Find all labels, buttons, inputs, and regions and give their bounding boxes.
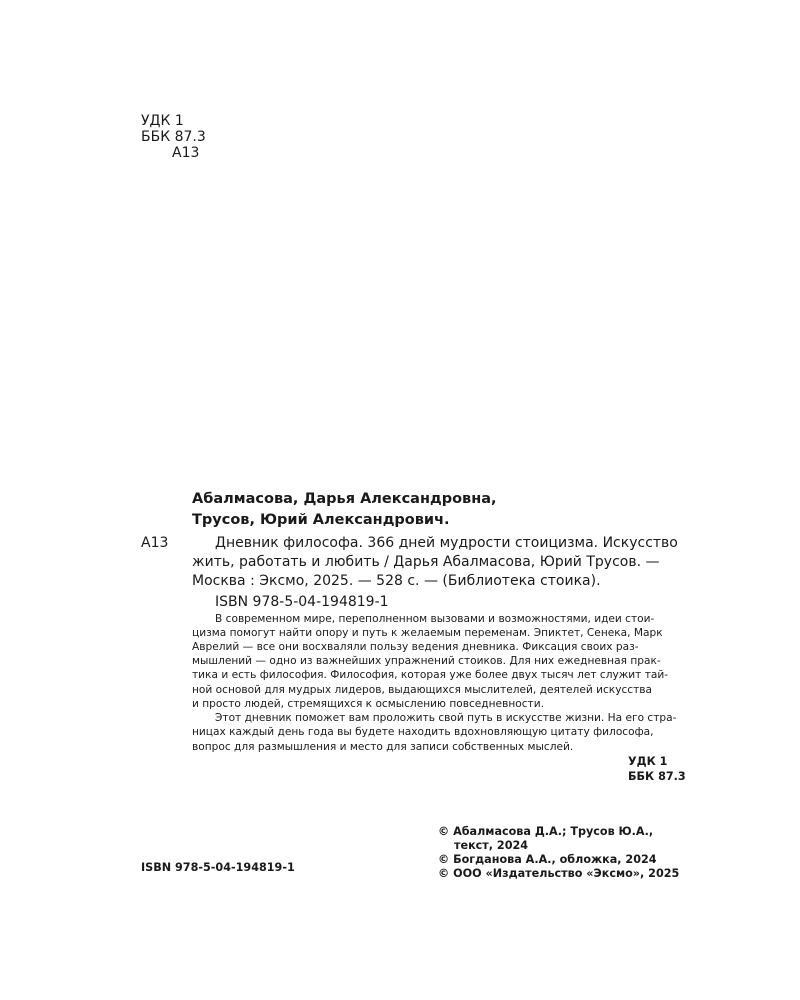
annotation-line: тика и есть философия. Философия, которая уже более двух тысяч лет служит тай- <box>192 669 669 681</box>
annotation-line: вопрос для размышления и место для записи собственных мыслей. <box>192 741 574 753</box>
top-bbk: ББК 87.3 <box>141 129 206 145</box>
annotation-udk: УДК 1 <box>628 755 668 768</box>
annotation-line: ницах каждый день года вы будете находить вдохновляющую цитату философа, <box>192 726 654 738</box>
copyright-line: © ООО «Издательство «Эксмо», 2025 <box>438 867 680 880</box>
title-line-1: Дневник философа. 366 дней мудрости стоицизма. Искусство <box>215 535 678 551</box>
annotation-line: Этот дневник поможет вам проложить свой путь в искусстве жизни. На его стра- <box>215 712 677 724</box>
copyright-line: © Богданова А.А., обложка, 2024 <box>438 853 657 866</box>
top-udk: УДК 1 <box>141 113 184 129</box>
annotation-line: ной основой для мудрых лидеров, выдающихся мыслителей, деятелей искусства <box>192 684 653 696</box>
entry-code: А13 <box>141 535 169 551</box>
annotation-line: мышлений — одно из важнейших упражнений стоиков. Для них ежедневная прак- <box>192 655 661 667</box>
annotation-bbk: ББК 87.3 <box>628 770 686 783</box>
copyright-line: © Абалмасова Д.А.; Трусов Ю.А., <box>438 825 654 838</box>
annotation-line: В современном мире, переполненном вызовами и возможностями, идеи стои- <box>215 613 655 625</box>
bottom-isbn: ISBN 978-5-04-194819-1 <box>141 861 295 874</box>
entry-isbn: ISBN 978-5-04-194819-1 <box>215 594 389 610</box>
annotation-line: и просто людей, стремящихся к осмыслению повседневности. <box>192 698 544 710</box>
author-line-1: Абалмасова, Дарья Александровна, <box>192 491 497 507</box>
title-line-3: Москва : Эксмо, 2025. — 528 с. — (Библиотека стоика). <box>192 573 601 589</box>
annotation-line: Аврелий — все они восхваляли пользу ведения дневника. Фиксация своих раз- <box>192 641 639 653</box>
author-line-2: Трусов, Юрий Александрович. <box>192 512 450 528</box>
copyright-line: текст, 2024 <box>454 839 529 852</box>
annotation-line: цизма помогут найти опору и путь к желаемым переменам. Эпиктет, Сенека, Марк <box>192 627 663 639</box>
title-line-2: жить, работать и любить / Дарья Абалмасова, Юрий Трусов. — <box>192 554 660 570</box>
top-code: А13 <box>172 145 200 161</box>
